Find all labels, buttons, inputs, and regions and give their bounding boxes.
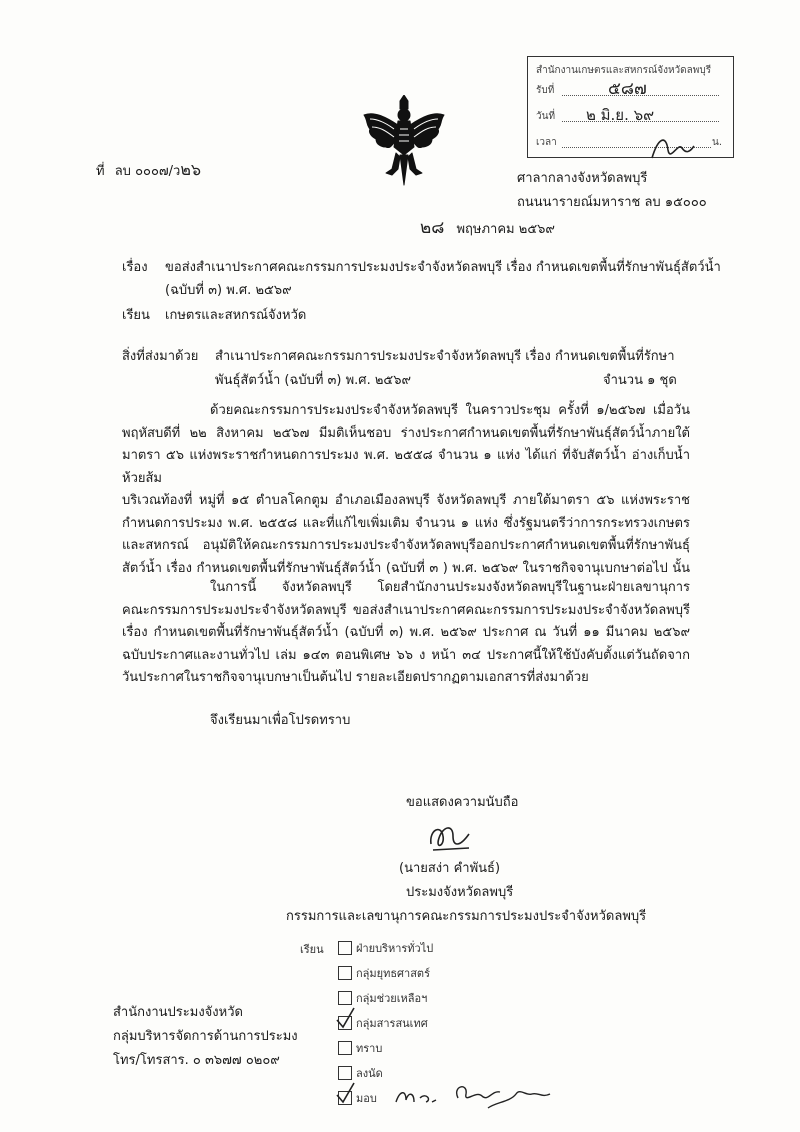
garuda-emblem: [362, 95, 446, 187]
closing-request: จึงเรียนมาเพื่อโปรดทราบ: [210, 713, 351, 728]
routing-checkbox-acknowledge: [338, 1041, 352, 1055]
routing-checkbox-assistance: [338, 991, 352, 1005]
reference-number: [96, 160, 201, 182]
paragraph-line: คณะกรรมการประมงประจำจังหวัดลพบุรี ขอส่งสำเนาประกาศคณะกรรมการประมงประจำจังหวัดลพบุรี: [122, 602, 690, 618]
footer-office: สำนักงานประมงจังหวัด: [113, 1005, 243, 1020]
enclosure-line2: พันธุ์สัตว์น้ำ (ฉบับที่ ๓) พ.ศ. ๒๕๖๙: [215, 373, 412, 388]
routing-handwritten-note: [392, 1072, 562, 1116]
letter-date: [420, 218, 555, 240]
stamp-date-value: ๒ มิ.ย. ๖๙: [586, 106, 655, 124]
to-label: เรียน: [122, 308, 150, 323]
office-address-line2: ถนนนารายณ์มหาราช ลบ ๑๕๐๐๐: [517, 195, 707, 210]
routing-label: เรียน: [300, 943, 324, 956]
check-mark-icon: [334, 1081, 356, 1105]
closing-phrase: ขอแสดงความนับถือ: [406, 795, 519, 810]
routing-item-assistance: กลุ่มช่วยเหลือฯ: [356, 992, 428, 1005]
body-paragraph-2: [122, 577, 690, 690]
routing-item-strategy: กลุ่มยุทธศาสตร์: [356, 967, 430, 980]
reference-label: ที่: [96, 164, 105, 179]
subject-line2: (ฉบับที่ ๓) พ.ศ. ๒๕๖๙: [165, 283, 292, 298]
paragraph-line: พฤหัสบดีที่ ๒๒ สิงหาคม ๒๕๖๗ มีมติเห็นชอบ ร่างประกาศกำหนดเขตพื้นที่รักษาพันธุ์สัตว์น้ำภายใต้: [122, 425, 690, 441]
footer-phone: โทร/โทรสาร. ๐ ๓๖๗๗ ๐๒๐๙: [113, 1053, 280, 1068]
paragraph-line: เรื่อง กำหนดเขตพื้นที่รักษาพันธุ์สัตว์น้ำ (ฉบับที่ ๓) พ.ศ. ๒๕๖๙ ประกาศ ณ วันที่ ๑๑ มีนาคม ๒๕๖๙: [122, 625, 690, 640]
paragraph-line: สัตว์น้ำ เรื่อง กำหนดเขตพื้นที่รักษาพันธุ์สัตว์น้ำ (ฉบับที่ ๓ ) พ.ศ. ๒๕๖๙ ในราชกิจจานุเบกษาต่อไป นั้น: [122, 560, 690, 576]
paragraph-line: บริเวณท้องที่ หมู่ที่ ๑๕ ตำบลโคกตูม อำเภอเมืองลพบุรี จังหวัดลพบุรี ภายใต้มาตรา ๕๖ แห่งพระราช: [122, 493, 690, 508]
enclosure-line1: สำเนาประกาศคณะกรรมการประมงประจำจังหวัดลพบุรี เรื่อง กำหนดเขตพื้นที่รักษา: [215, 349, 675, 364]
reference-value: ลบ ๐๐๐๗/ว: [114, 164, 181, 179]
paragraph-line: ฉบับประกาศและงานทั่วไป เล่ม ๑๔๓ ตอนพิเศษ ๖๖ ง หน้า ๓๔ ประกาศนี้ให้ใช้บังคับตั้งแต่วันถัดจาก: [122, 647, 690, 663]
routing-checkbox-strategy: [338, 966, 352, 980]
routing-item-information: กลุ่มสารสนเทศ: [356, 1017, 428, 1030]
routing-item-acknowledge: ทราบ: [356, 1042, 383, 1055]
subject-line1: ขอส่งสำเนาประกาศคณะกรรมการประมงประจำจังหวัดลพบุรี เรื่อง กำหนดเขตพื้นที่รักษาพันธุ์สัตว์น้ำ: [165, 260, 721, 275]
stamp-receive-no: ๕๘๗: [608, 79, 647, 99]
paragraph-line: ด้วยคณะกรรมการประมงประจำจังหวัดลพบุรี ในคราวประชุม ครั้งที่ ๑/๒๕๖๗ เมื่อวัน: [210, 403, 690, 418]
date-text: พฤษภาคม ๒๕๖๙: [456, 222, 555, 237]
paragraph-line: ในการนี้ จังหวัดลพบุรี โดยสำนักงานประมงจังหวัดลพบุรีในฐานะฝ่ายเลขานุการ: [210, 580, 690, 595]
receiving-stamp: [527, 56, 734, 158]
routing-item-admin: ฝ่ายบริหารทั่วไป: [356, 942, 434, 955]
signature: [425, 820, 475, 856]
paragraph-line: และสหกรณ์ อนุมัติให้คณะกรรมการประมงประจำจังหวัดลพบุรีออกประกาศกำหนดเขตพื้นที่รักษาพันธุ์: [122, 538, 690, 553]
stamp-title: สำนักงานเกษตรและสหกรณ์จังหวัดลพบุรี: [536, 65, 712, 76]
stamp-time-label: เวลา: [536, 137, 557, 148]
office-address-line1: ศาลากลางจังหวัดลพบุรี: [517, 171, 648, 186]
paragraph-line: วันประกาศในราชกิจจานุเบกษาเป็นต้นไป รายละเอียดปรากฏตามเอกสารที่ส่งมาด้วย: [122, 670, 589, 685]
paragraph-line: กำหนดการประมง พ.ศ. ๒๕๕๘ และที่แก้ไขเพิ่มเติม จำนวน ๑ แห่ง ซึ่งรัฐมนตรีว่าการกระทรวงเกษตร: [122, 515, 690, 531]
subject-label: เรื่อง: [122, 260, 148, 275]
check-mark-icon: [334, 1006, 356, 1030]
stamp-time-suffix: น.: [712, 137, 723, 148]
enclosure-label: สิ่งที่ส่งมาด้วย: [122, 349, 199, 364]
signer-name: (นายสง่า คำพันธ์): [399, 861, 501, 876]
routing-checkbox-admin: [338, 941, 352, 955]
routing-item-appointment: ลงนัด: [356, 1067, 383, 1080]
paragraph-line: มาตรา ๕๖ แห่งพระราชกำหนดการประมง พ.ศ. ๒๕๕๘ จำนวน ๑ แห่ง ได้แก่ ที่จับสัตว์น้ำ อ่างเก็บน้ำห้วยส้ม: [122, 448, 690, 486]
signer-committee-title: กรรมการและเลขานุการคณะกรรมการประมงประจำจังหวัดลพบุรี: [286, 909, 647, 924]
routing-item-assign: มอบ: [356, 1092, 377, 1105]
stamp-receive-label: รับที่: [536, 85, 555, 96]
body-paragraph-1: [122, 400, 690, 580]
stamp-date-label: วันที่: [536, 111, 556, 122]
to-value: เกษตรและสหกรณ์จังหวัด: [165, 308, 307, 323]
footer-division: กลุ่มบริหารจัดการด้านการประมง: [113, 1029, 298, 1044]
routing-checkbox-appointment: [338, 1066, 352, 1080]
stamp-initials-signature: [648, 128, 698, 168]
signer-title: ประมงจังหวัดลพบุรี: [406, 885, 514, 900]
reference-handwritten: ๒๖: [180, 160, 202, 179]
enclosure-count: จำนวน ๑ ชุด: [603, 373, 677, 388]
date-handwritten-day: ๒๘: [420, 218, 445, 238]
